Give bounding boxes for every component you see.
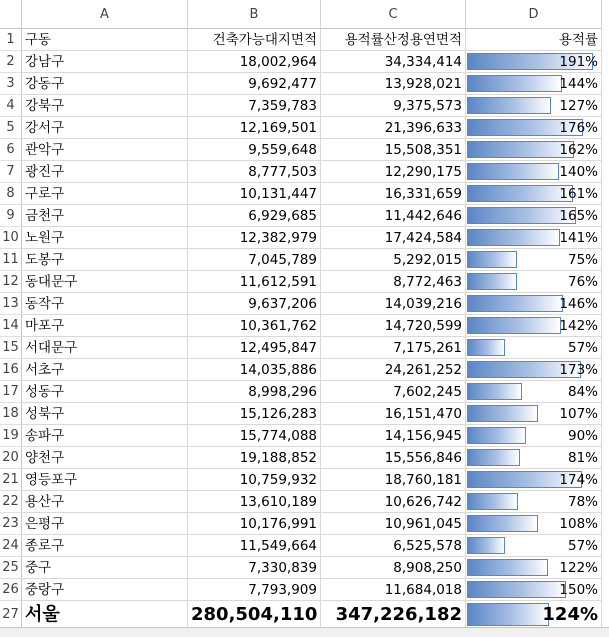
cell-floor-area[interactable]: 24,261,252 (321, 359, 466, 381)
cell-buildable-area[interactable]: 12,382,979 (188, 227, 321, 249)
cell-floor-area[interactable]: 9,375,573 (321, 95, 466, 117)
row-number[interactable]: 26 (0, 579, 22, 601)
row-number[interactable]: 17 (0, 381, 22, 403)
far-ratio-label: 57% (567, 538, 598, 554)
row-number[interactable]: 12 (0, 271, 22, 293)
databar-fill (467, 251, 517, 268)
row-number[interactable]: 6 (0, 139, 22, 161)
cell-far-ratio[interactable] (466, 227, 602, 249)
databar (467, 295, 563, 312)
cell-district[interactable]: 강동구 (22, 73, 188, 95)
cell-buildable-area[interactable]: 13,610,189 (188, 491, 321, 513)
databar (467, 163, 559, 180)
databar-fill (467, 537, 505, 554)
cell-far-ratio[interactable] (466, 579, 602, 601)
cell-far-ratio[interactable] (466, 535, 602, 557)
cell-district[interactable]: 성동구 (22, 381, 188, 403)
cell-buildable-area[interactable]: 280,504,110 (188, 601, 321, 629)
far-ratio-label: 141% (559, 230, 598, 246)
cell-district[interactable]: 종로구 (22, 535, 188, 557)
databar (467, 339, 505, 356)
cell-floor-area[interactable]: 16,151,470 (321, 403, 466, 425)
databar-fill (467, 185, 573, 202)
cell-far-ratio[interactable] (466, 425, 602, 447)
far-ratio-label: 108% (559, 516, 598, 532)
cell-buildable-area[interactable]: 11,549,664 (188, 535, 321, 557)
cell-buildable-area[interactable]: 10,131,447 (188, 183, 321, 205)
cell-far-ratio[interactable] (466, 183, 602, 205)
far-ratio-label: 90% (567, 428, 598, 444)
row-number[interactable]: 11 (0, 249, 22, 271)
cell-district[interactable]: 서대문구 (22, 337, 188, 359)
row-number[interactable]: 27 (0, 601, 22, 629)
cell-district[interactable]: 노원구 (22, 227, 188, 249)
databar-fill (467, 493, 518, 510)
cell-floor-area[interactable]: 13,928,021 (321, 73, 466, 95)
cell-buildable-area[interactable]: 9,692,477 (188, 73, 321, 95)
cell-far-ratio[interactable] (466, 315, 602, 337)
cell-buildable-area[interactable]: 건축가능대지면적 (188, 29, 321, 51)
databar-fill (467, 273, 517, 290)
databar (467, 185, 573, 202)
far-ratio-label: 162% (559, 142, 598, 158)
cell-buildable-area[interactable]: 11,612,591 (188, 271, 321, 293)
cell-district[interactable]: 강서구 (22, 117, 188, 139)
databar (467, 493, 518, 510)
cell-floor-area[interactable]: 17,424,584 (321, 227, 466, 249)
row-number[interactable]: 25 (0, 557, 22, 579)
cell-floor-area[interactable]: 14,720,599 (321, 315, 466, 337)
databar (467, 405, 538, 422)
cell-buildable-area[interactable]: 7,359,783 (188, 95, 321, 117)
databar (467, 97, 551, 114)
far-ratio-label: 107% (559, 406, 598, 422)
databar (467, 251, 517, 268)
cell-far-ratio[interactable] (466, 469, 602, 491)
cell-far-ratio[interactable] (466, 51, 602, 73)
row-number[interactable]: 21 (0, 469, 22, 491)
row-number[interactable]: 10 (0, 227, 22, 249)
cell-far-ratio[interactable] (466, 403, 602, 425)
cell-far-ratio[interactable] (466, 359, 602, 381)
row-number[interactable]: 7 (0, 161, 22, 183)
cell-buildable-area[interactable]: 8,777,503 (188, 161, 321, 183)
cell-district[interactable]: 동작구 (22, 293, 188, 315)
cell-floor-area[interactable]: 11,442,646 (321, 205, 466, 227)
cell-buildable-area[interactable]: 12,495,847 (188, 337, 321, 359)
databar-fill (467, 383, 522, 400)
cell-buildable-area[interactable]: 10,361,762 (188, 315, 321, 337)
cell-far-ratio[interactable] (466, 557, 602, 579)
databar-fill (467, 141, 574, 158)
far-ratio-label: 146% (559, 296, 598, 312)
cell-far-ratio[interactable] (466, 513, 602, 535)
row-number[interactable]: 18 (0, 403, 22, 425)
cell-floor-area[interactable]: 16,331,659 (321, 183, 466, 205)
databar-fill (467, 559, 548, 576)
cell-floor-area[interactable]: 347,226,182 (321, 601, 466, 629)
cell-buildable-area[interactable]: 6,929,685 (188, 205, 321, 227)
cell-floor-area[interactable]: 12,290,175 (321, 161, 466, 183)
cell-district[interactable]: 송파구 (22, 425, 188, 447)
select-all-corner[interactable] (0, 0, 22, 29)
databar-fill (467, 405, 538, 422)
cell-floor-area[interactable]: 6,525,578 (321, 535, 466, 557)
far-ratio-label: 81% (567, 450, 598, 466)
databar (467, 273, 517, 290)
cell-buildable-area[interactable]: 10,176,991 (188, 513, 321, 535)
cell-buildable-area[interactable]: 8,998,296 (188, 381, 321, 403)
databar-fill (467, 317, 561, 334)
databar (467, 229, 560, 246)
cell-buildable-area[interactable]: 18,002,964 (188, 51, 321, 73)
far-ratio-label: 174% (559, 472, 598, 488)
far-ratio-label: 122% (559, 560, 598, 576)
databar-fill (467, 515, 538, 532)
databar (467, 449, 520, 466)
cell-buildable-area[interactable]: 19,188,852 (188, 447, 321, 469)
far-ratio-label: 140% (559, 164, 598, 180)
far-ratio-label: 127% (559, 98, 598, 114)
far-ratio-label: 176% (559, 120, 598, 136)
cell-far-ratio[interactable] (466, 293, 602, 315)
cell-district[interactable]: 중구 (22, 557, 188, 579)
cell-district[interactable]: 양천구 (22, 447, 188, 469)
cell-district[interactable]: 관악구 (22, 139, 188, 161)
databar-fill (467, 603, 549, 626)
far-ratio-label: 75% (567, 252, 598, 268)
cell-floor-area[interactable]: 8,772,463 (321, 271, 466, 293)
cell-far-ratio[interactable] (466, 161, 602, 183)
far-ratio-label: 124% (542, 604, 598, 625)
databar-fill (467, 295, 563, 312)
cell-district[interactable]: 영등포구 (22, 469, 188, 491)
cell-district[interactable]: 강북구 (22, 95, 188, 117)
cell-district[interactable]: 용산구 (22, 491, 188, 513)
databar (467, 515, 538, 532)
databar (467, 581, 566, 598)
row-number[interactable]: 19 (0, 425, 22, 447)
cell-far-ratio[interactable] (466, 381, 602, 403)
databar (467, 141, 574, 158)
cell-district[interactable]: 마포구 (22, 315, 188, 337)
cell-floor-area[interactable]: 7,175,261 (321, 337, 466, 359)
far-ratio-label: 142% (559, 318, 598, 334)
row-number[interactable]: 16 (0, 359, 22, 381)
far-ratio-label: 191% (559, 54, 598, 70)
cell-buildable-area[interactable]: 12,169,501 (188, 117, 321, 139)
row-number[interactable]: 24 (0, 535, 22, 557)
cell-far-ratio[interactable]: 용적률 (466, 29, 602, 51)
cell-floor-area[interactable]: 15,508,351 (321, 139, 466, 161)
cell-far-ratio[interactable] (466, 601, 602, 629)
cell-floor-area[interactable]: 34,334,414 (321, 51, 466, 73)
cell-far-ratio[interactable] (466, 73, 602, 95)
row-number[interactable]: 22 (0, 491, 22, 513)
cell-floor-area[interactable]: 8,908,250 (321, 557, 466, 579)
cell-far-ratio[interactable] (466, 447, 602, 469)
row-number[interactable]: 15 (0, 337, 22, 359)
databar (467, 75, 562, 92)
far-ratio-label: 161% (559, 186, 598, 202)
cell-buildable-area[interactable]: 10,759,932 (188, 469, 321, 491)
row-number[interactable]: 20 (0, 447, 22, 469)
row-number[interactable]: 5 (0, 117, 22, 139)
cell-far-ratio[interactable] (466, 95, 602, 117)
cell-district[interactable]: 금천구 (22, 205, 188, 227)
cell-far-ratio[interactable] (466, 139, 602, 161)
cell-floor-area[interactable]: 15,556,846 (321, 447, 466, 469)
cell-buildable-area[interactable]: 7,045,789 (188, 249, 321, 271)
far-ratio-label: 57% (567, 340, 598, 356)
cell-floor-area[interactable]: 14,156,945 (321, 425, 466, 447)
cell-district[interactable]: 중랑구 (22, 579, 188, 601)
row-number[interactable]: 9 (0, 205, 22, 227)
cell-district[interactable]: 동대문구 (22, 271, 188, 293)
databar (467, 317, 561, 334)
cell-district[interactable]: 구동 (22, 29, 188, 51)
cell-district[interactable]: 도봉구 (22, 249, 188, 271)
cell-far-ratio[interactable] (466, 491, 602, 513)
far-ratio-label: 165% (559, 208, 598, 224)
databar-fill (467, 75, 562, 92)
cell-floor-area[interactable]: 21,396,633 (321, 117, 466, 139)
databar-fill (467, 339, 505, 356)
cell-district[interactable]: 강남구 (22, 51, 188, 73)
cell-far-ratio[interactable] (466, 337, 602, 359)
row-number[interactable]: 23 (0, 513, 22, 535)
cell-far-ratio[interactable] (466, 117, 602, 139)
databar (467, 559, 548, 576)
column-header-b[interactable]: B (188, 0, 321, 29)
databar (467, 537, 505, 554)
row-number[interactable]: 14 (0, 315, 22, 337)
databar-fill (467, 97, 551, 114)
row-number[interactable]: 8 (0, 183, 22, 205)
cell-buildable-area[interactable]: 14,035,886 (188, 359, 321, 381)
cell-floor-area[interactable]: 10,626,742 (321, 491, 466, 513)
databar-fill (467, 427, 526, 444)
cell-district[interactable]: 은평구 (22, 513, 188, 535)
far-ratio-label: 150% (559, 582, 598, 598)
row-number[interactable]: 1 (0, 29, 22, 51)
cell-far-ratio[interactable] (466, 205, 602, 227)
databar-fill (467, 229, 560, 246)
databar-fill (467, 581, 566, 598)
cell-district[interactable]: 광진구 (22, 161, 188, 183)
databar-fill (467, 449, 520, 466)
cell-district[interactable]: 서초구 (22, 359, 188, 381)
cell-district[interactable]: 서울 (22, 601, 188, 629)
cell-far-ratio[interactable] (466, 249, 602, 271)
far-ratio-label: 76% (567, 274, 598, 290)
far-ratio-label: 173% (559, 362, 598, 378)
row-number[interactable]: 13 (0, 293, 22, 315)
cell-floor-area[interactable]: 용적률산정용연면적 (321, 29, 466, 51)
databar-fill (467, 163, 559, 180)
cell-buildable-area[interactable]: 15,126,283 (188, 403, 321, 425)
cell-buildable-area[interactable]: 7,793,909 (188, 579, 321, 601)
cell-floor-area[interactable]: 11,684,018 (321, 579, 466, 601)
row-number[interactable]: 4 (0, 95, 22, 117)
far-ratio-label: 84% (567, 384, 598, 400)
far-ratio-label: 78% (567, 494, 598, 510)
cell-far-ratio[interactable] (466, 271, 602, 293)
far-ratio-label: 144% (559, 76, 598, 92)
cell-buildable-area[interactable]: 15,774,088 (188, 425, 321, 447)
row-number[interactable]: 2 (0, 51, 22, 73)
cell-buildable-area[interactable]: 9,559,648 (188, 139, 321, 161)
column-header-d[interactable]: D (466, 0, 602, 29)
cell-floor-area[interactable]: 5,292,015 (321, 249, 466, 271)
databar (467, 383, 522, 400)
row-number[interactable]: 3 (0, 73, 22, 95)
databar (467, 427, 526, 444)
cell-buildable-area[interactable]: 7,330,839 (188, 557, 321, 579)
cell-district[interactable]: 성북구 (22, 403, 188, 425)
cell-floor-area[interactable]: 14,039,216 (321, 293, 466, 315)
column-header-a[interactable]: A (22, 0, 188, 29)
column-header-c[interactable]: C (321, 0, 466, 29)
databar (467, 603, 549, 626)
cell-floor-area[interactable]: 18,760,181 (321, 469, 466, 491)
cell-floor-area[interactable]: 7,602,245 (321, 381, 466, 403)
cell-district[interactable]: 구로구 (22, 183, 188, 205)
cell-buildable-area[interactable]: 9,637,206 (188, 293, 321, 315)
cell-floor-area[interactable]: 10,961,045 (321, 513, 466, 535)
